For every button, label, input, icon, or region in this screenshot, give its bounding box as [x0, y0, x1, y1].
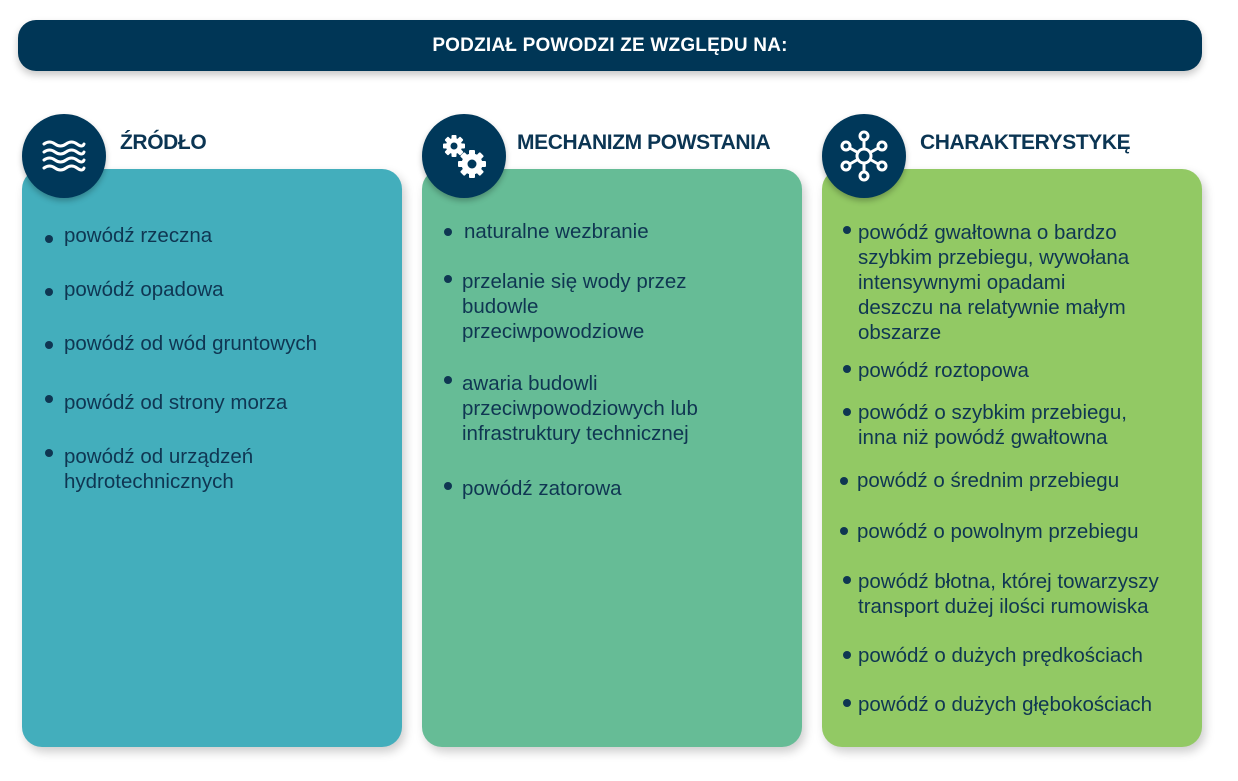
- list-item: powódź opadowa: [64, 278, 224, 301]
- list-item: powódź zatorowa: [462, 477, 622, 500]
- list-item: powódź o dużych głębokościach: [858, 693, 1153, 716]
- bullet-dot: [843, 576, 851, 584]
- bullet-dot: [45, 341, 53, 349]
- list-item: powódź o dużych prędkościach: [858, 644, 1143, 667]
- bullet-dot: [444, 228, 452, 236]
- gears-icon: [422, 114, 506, 198]
- bullet-dot: [45, 288, 53, 296]
- list-item: powódź od urządzeń hydrotechnicznych: [64, 445, 254, 493]
- list-item: awaria budowli przeciwpowodziowych lub infrastruktury technicznej: [462, 372, 698, 445]
- title-banner: [18, 20, 1202, 71]
- bullet-dot: [843, 651, 851, 659]
- list-item: powódź o średnim przebiegu: [857, 469, 1120, 492]
- bullet-dot: [843, 699, 851, 707]
- list-item: naturalne wezbranie: [464, 220, 649, 243]
- bullet-dot: [444, 482, 452, 490]
- heading-mechanism: MECHANIZM POWSTANIA: [517, 131, 771, 154]
- card-mechanism: [422, 169, 802, 747]
- list-item: powódź od strony morza: [64, 391, 288, 414]
- bullet-dot: [444, 275, 452, 283]
- list-item: powódź od wód gruntowych: [64, 332, 317, 355]
- heading-characteristic: CHARAKTERYSTYKĘ: [920, 131, 1131, 154]
- bullet-dot: [840, 477, 848, 485]
- banner-title: PODZIAŁ POWODZI ZE WZGLĘDU NA:: [432, 34, 788, 56]
- list-item: powódź gwałtowna o bardzo szybkim przebiegu, wywołana intensywnymi opadami deszczu na relatywnie małym obszarze: [858, 221, 1130, 344]
- bullet-dot: [843, 408, 851, 416]
- bullet-dot: [45, 395, 53, 403]
- card-characteristic: [822, 169, 1202, 747]
- network-hub-icon: [822, 114, 906, 198]
- bullet-dot: [45, 449, 53, 457]
- bullet-dot: [843, 365, 851, 373]
- card-source: [22, 169, 402, 747]
- list-item: powódź o szybkim przebiegu, inna niż powódź gwałtowna: [858, 401, 1127, 449]
- list-item: powódź roztopowa: [858, 359, 1029, 382]
- bullet-dot: [840, 527, 848, 535]
- bullet-dot: [444, 376, 452, 384]
- list-item: powódź rzeczna: [64, 224, 213, 247]
- list-item: przelanie się wody przez budowle przeciwpowodziowe: [462, 270, 687, 343]
- bullet-dot: [843, 226, 851, 234]
- waves-icon: [22, 114, 106, 198]
- bullet-dot: [45, 235, 53, 243]
- heading-source: ŹRÓDŁO: [120, 131, 207, 154]
- list-item: powódź o powolnym przebiegu: [857, 520, 1139, 543]
- list-item: powódź błotna, której towarzyszy transport dużej ilości rumowiska: [858, 570, 1159, 618]
